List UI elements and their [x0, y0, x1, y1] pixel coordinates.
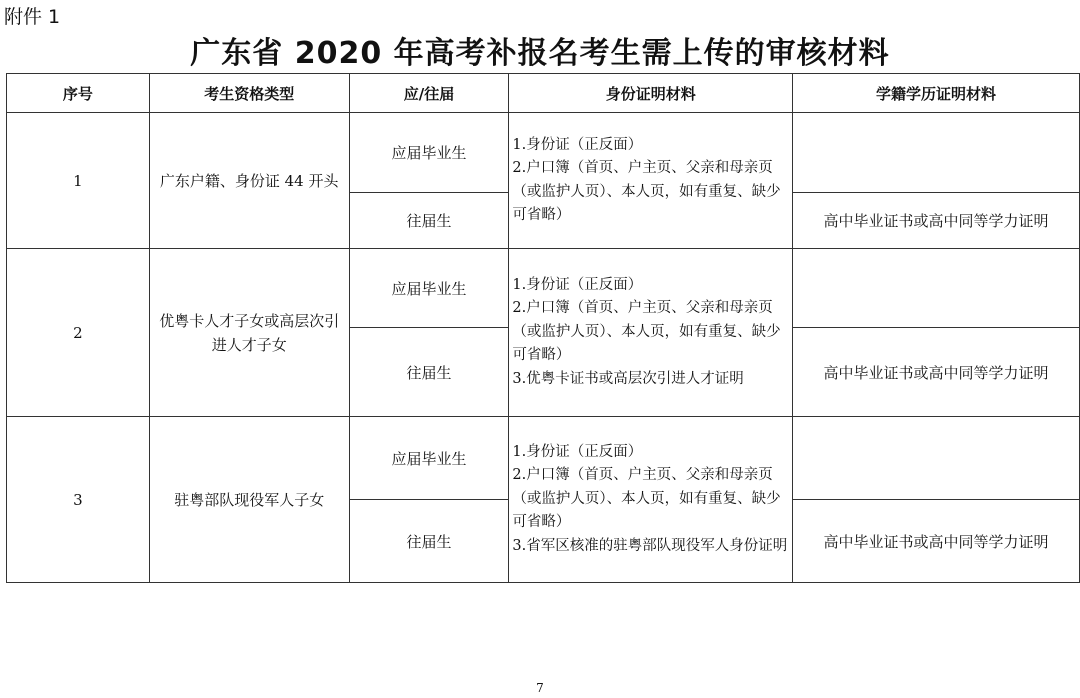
identity-item: 2.户口簿（首页、户主页、父亲和母亲页（或监护人页）、本人页，如有重复、缺少可省略）	[512, 467, 781, 531]
qualification-type: 广东户籍、身份证 44 开头	[149, 113, 349, 249]
current-graduate: 应届毕业生	[349, 417, 509, 500]
table-row	[7, 249, 1080, 328]
row-number: 3	[7, 417, 150, 583]
header-education-materials: 学籍学历证明材料	[793, 74, 1080, 113]
former-graduate: 往届生	[349, 500, 509, 583]
identity-item: 3.省军区核准的驻粤部队现役军人身份证明	[512, 537, 788, 554]
qualification-type: 驻粤部队现役军人子女	[149, 417, 349, 583]
materials-table	[6, 73, 1080, 583]
education-current	[793, 417, 1080, 500]
education-current	[793, 113, 1080, 193]
former-graduate: 往届生	[349, 193, 509, 249]
identity-item: 3.优粤卡证书或高层次引进人才证明	[512, 370, 744, 387]
identity-item: 1.身份证（正反面）	[512, 443, 643, 460]
identity-materials	[509, 417, 793, 583]
education-former: 高中毕业证书或高中同等学力证明	[793, 500, 1080, 583]
table-row	[7, 417, 1080, 500]
identity-item: 2.户口簿（首页、户主页、父亲和母亲页（或监护人页）、本人页，如有重复、缺少可省略）	[512, 160, 781, 223]
header-current-former: 应/往届	[349, 74, 509, 113]
table-header-row	[7, 74, 1080, 113]
header-qualification-type: 考生资格类型	[149, 74, 349, 113]
row-number: 1	[7, 113, 150, 249]
identity-item: 1.身份证（正反面）	[512, 276, 643, 293]
education-current	[793, 249, 1080, 328]
attachment-label: 附件 1	[4, 6, 61, 28]
current-graduate: 应届毕业生	[349, 113, 509, 193]
former-graduate: 往届生	[349, 328, 509, 417]
identity-materials	[509, 249, 793, 417]
header-identity-materials: 身份证明材料	[509, 74, 793, 113]
header-number: 序号	[7, 74, 150, 113]
document-title: 广东省 2020 年高考补报名考生需上传的审核材料	[190, 36, 890, 71]
page-number: 7	[536, 681, 544, 695]
current-graduate: 应届毕业生	[349, 249, 509, 328]
identity-item: 1.身份证（正反面）	[512, 136, 643, 153]
identity-item: 2.户口簿（首页、户主页、父亲和母亲页（或监护人页）、本人页，如有重复、缺少可省略）	[512, 300, 781, 364]
identity-materials	[509, 113, 793, 249]
row-number: 2	[7, 249, 150, 417]
table-row	[7, 113, 1080, 193]
education-former: 高中毕业证书或高中同等学力证明	[793, 328, 1080, 417]
education-former: 高中毕业证书或高中同等学力证明	[793, 193, 1080, 249]
qualification-type: 优粤卡人才子女或高层次引进人才子女	[149, 249, 349, 417]
